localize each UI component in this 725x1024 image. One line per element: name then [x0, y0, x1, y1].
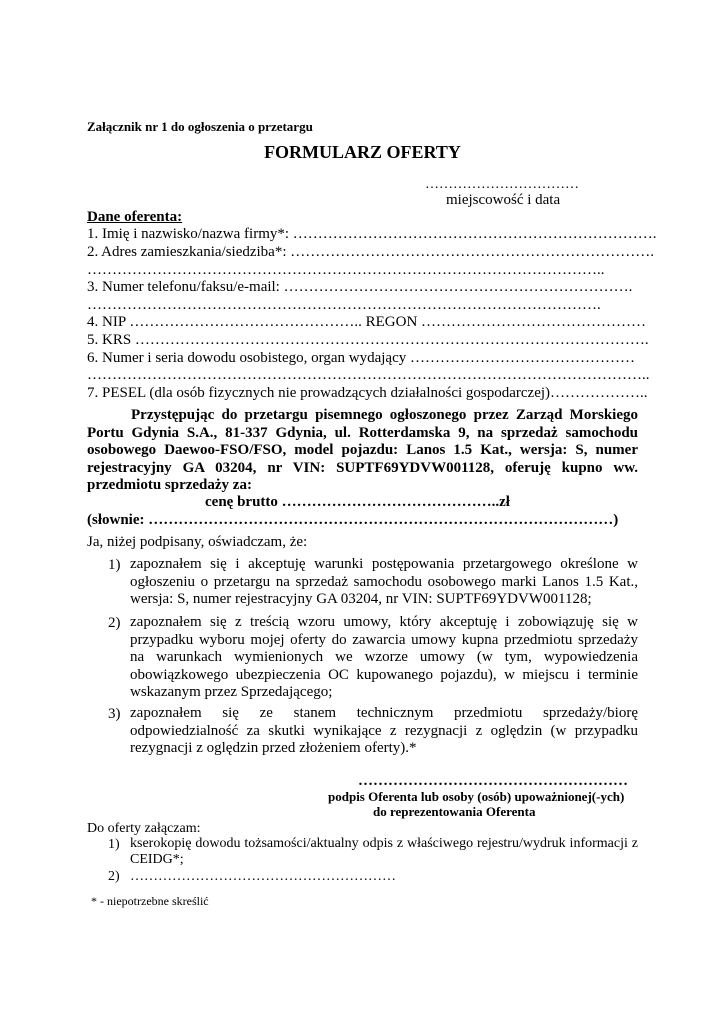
place-date-label: miejscowość i data — [446, 192, 561, 208]
page-title: FORMULARZ OFERTY — [264, 142, 461, 162]
footnote: * - niepotrzebne skreślić — [91, 894, 209, 908]
declaration-item-text: zapoznałem się i akceptuję warunki postępowania przetargowego określone w ogłoszeniu o przetargu na sprzedaż samochodu osobowego marki Lanos 1.5 Kat., wersja: S, numer rejestracyjny GA 03204, nr VIN: SUPTF69YDVW001128; — [130, 556, 638, 608]
attachment-item-text: kserokopię dowodu tożsamości/aktualny odpis z właściwego rejestru/wydruk informacji z CEIDG*; — [130, 836, 638, 867]
attachment-item-number: 2) — [108, 869, 120, 884]
declaration-item-number: 2) — [108, 615, 121, 631]
bidder-line-id-cont: ………………………………………………………………………………………………….. — [87, 367, 650, 383]
declaration-item-number: 1) — [108, 557, 121, 573]
bidder-line-address-cont: ………………………………………………………………………………………….. — [87, 262, 605, 278]
bidder-line-phone-cont: …………………………………………………………………………………………. — [87, 297, 601, 313]
signature-dots: ……………………………………………… — [358, 773, 628, 789]
attachment-item-text: ………………………………………………… — [130, 869, 396, 884]
attachment-item-number: 1) — [108, 837, 120, 852]
bidder-line-phone: 3. Numer telefonu/faksu/e-mail: ……………………………………………………………. — [87, 279, 633, 295]
declaration-item-text: zapoznałem się ze stanem technicznym przedmiotu sprzedaży/biorę odpowiedzialność za skutki wynikające z rezygnacji z oględzin (w przypadku rezygnacji z oględzin przed złożeniem oferty).* — [130, 705, 638, 757]
price-in-words-line: (słownie: …………………………………………………………………………………) — [87, 512, 619, 528]
declaration-item-text: zapoznałem się z treścią wzoru umowy, który akceptuję i zobowiązuję się w przypadku wyboru mojej oferty do zawarcia umowy kupna przedmiotu sprzedaży na warunkach wymienionych we wzorze umowy (w tym, wypowiedzenia obowiązkowego ubezpieczenia OC kupowanego pojazdu), w miejscu i terminie wskazanym przez Sprzedającego; — [130, 614, 638, 701]
bidder-line-nip-regon: 4. NIP ……………………………………….. REGON ……………………………………… — [87, 314, 647, 330]
declaration-intro: Ja, niżej podpisany, oświadczam, że: — [87, 534, 308, 550]
place-date-dots: …………………………… — [425, 177, 579, 192]
signature-caption: podpis Oferenta lub osoby (osób) upoważnionej(-ych) — [328, 789, 625, 804]
bidder-line-name: 1. Imię i nazwisko/nazwa firmy*: ………………………………………………………………. — [87, 226, 657, 242]
bidder-line-pesel: 7. PESEL (dla osób fizycznych nie prowadzących działalności gospodarczej)……………….. — [87, 385, 648, 401]
attachment-note: Załącznik nr 1 do ogłoszenia o przetargu — [87, 119, 313, 134]
offer-paragraph: Przystępując do przetargu pisemnego ogłoszonego przez Zarząd Morskiego Portu Gdynia S.A., 81-337 Gdynia, ul. Rotterdamska 9, na sprzedaż samochodu osobowego Daewoo-FSO/FSO, model pojazdu: Lanos 1.5 Kat., wersja: S, numer rejestracyjny GA 03204, nr VIN: SUPTF69YDVW001128, oferuję kupno ww. przedmiotu sprzedaży za: — [87, 407, 638, 494]
price-line: cenę brutto ……………………………………..zł — [205, 494, 510, 510]
bidder-heading: Dane oferenta: — [87, 209, 183, 225]
bidder-line-krs: 5. KRS …………………………………………………………………………………………. — [87, 332, 649, 348]
declaration-item-number: 3) — [108, 706, 121, 722]
attachments-intro: Do oferty załączam: — [87, 821, 201, 836]
signature-caption-cont: do reprezentowania Oferenta — [373, 804, 536, 819]
bidder-line-address: 2. Adres zamieszkania/siedziba*: ………………………………………………………………. — [87, 244, 655, 260]
bidder-line-id: 6. Numer i seria dowodu osobistego, organ wydający ……………………………………… — [87, 350, 635, 366]
